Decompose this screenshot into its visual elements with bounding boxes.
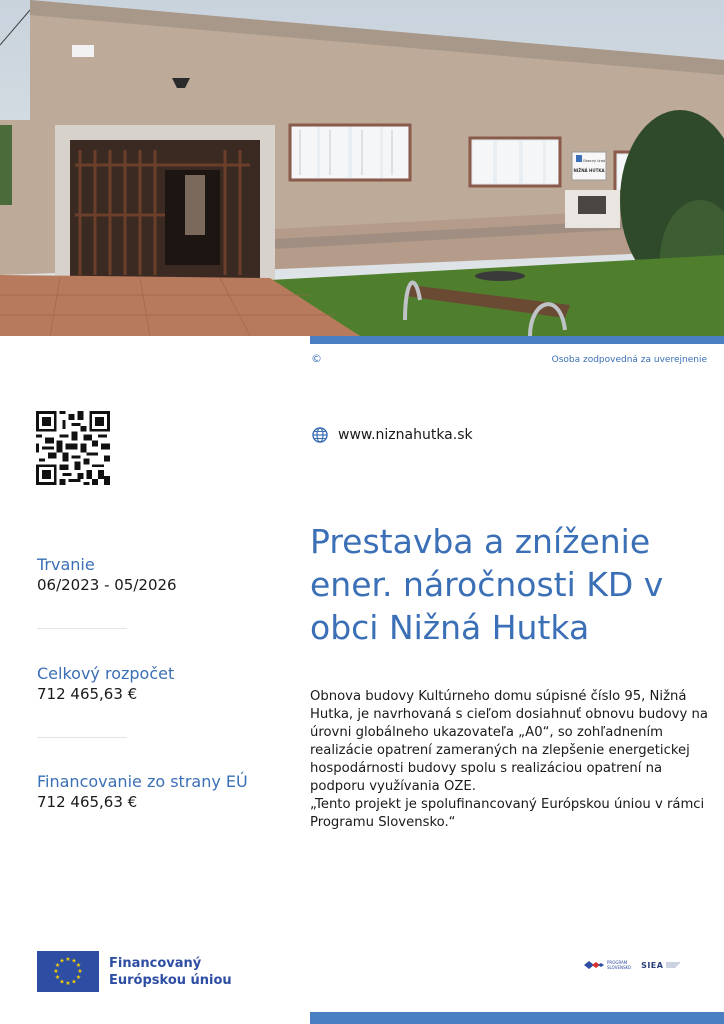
info-divider bbox=[37, 628, 127, 629]
total-budget-value: 712 465,63 € bbox=[37, 685, 138, 703]
program-slovensko-mark-icon bbox=[584, 960, 604, 970]
project-description: Obnova budovy Kultúrneho domu súpisné číslo 95, Nižná Hutka, je navrhovaná s cieľom dosiahnuť obnovu budovy na úrovni globálneho ukazovateľa „A0“, so zohľadnením realizácie opatrení zameraných na zlepšenie energetickej hospodárnosti budovy spolu s realizáciou opatrení na podporu využívania OZE. „Tento projekt je spolufinancovaný Európskou úniou v rámci Programu Slovensko.“ bbox=[310, 689, 708, 830]
svg-text:★: ★ bbox=[75, 974, 82, 981]
siea-lines-icon bbox=[666, 961, 680, 969]
responsible-person-note: Osoba zodpovedná za uverejnenie bbox=[551, 355, 707, 365]
svg-text:★: ★ bbox=[54, 974, 61, 981]
eu-text-line2: Európskou úniou bbox=[109, 972, 232, 988]
info-duration bbox=[37, 555, 277, 595]
building-photo bbox=[0, 0, 724, 336]
duration-value: 06/2023 - 05/2026 bbox=[37, 576, 177, 594]
info-divider bbox=[37, 737, 127, 738]
sign-line-2: NIŽNÁ HUTKA bbox=[573, 168, 605, 173]
eu-flag-icon bbox=[37, 951, 99, 992]
svg-text:★: ★ bbox=[65, 980, 71, 987]
svg-text:★: ★ bbox=[54, 962, 61, 969]
program-line1: PROGRAM bbox=[607, 960, 628, 965]
program-line2: SLOVENSKO bbox=[607, 965, 632, 970]
partner-logos bbox=[584, 960, 680, 970]
siea-logo bbox=[641, 961, 680, 970]
info-total-budget bbox=[37, 664, 277, 704]
eu-funding-label: Financovanie zo strany EÚ bbox=[37, 772, 248, 791]
duration-label: Trvanie bbox=[37, 555, 95, 574]
svg-text:★: ★ bbox=[59, 957, 65, 965]
svg-text:★: ★ bbox=[71, 957, 77, 965]
qr-code[interactable] bbox=[36, 411, 110, 485]
eu-text-line1: Financovaný bbox=[109, 955, 202, 971]
svg-text:★: ★ bbox=[71, 978, 77, 986]
svg-text:★: ★ bbox=[75, 962, 82, 969]
accent-bar-top bbox=[310, 336, 724, 344]
total-budget-label: Celkový rozpočet bbox=[37, 664, 175, 683]
svg-text:★: ★ bbox=[59, 978, 65, 986]
copyright-mark: © bbox=[311, 352, 322, 365]
svg-text:★: ★ bbox=[65, 956, 71, 963]
program-slovensko-logo bbox=[584, 960, 631, 970]
siea-name: SIEA bbox=[641, 960, 664, 970]
globe-icon bbox=[312, 427, 328, 443]
website-link[interactable] bbox=[312, 427, 473, 443]
sign-line-1: Obecný úrad bbox=[582, 159, 606, 163]
project-title: Prestavba a zníženie ener. náročnosti KD v obci Nižná Hutka bbox=[310, 522, 664, 647]
eu-funding-logo bbox=[37, 951, 232, 992]
eu-funding-value: 712 465,63 € bbox=[37, 793, 138, 811]
info-eu-funding bbox=[37, 772, 277, 812]
website-url: www.niznahutka.sk bbox=[338, 427, 473, 443]
accent-bar-bottom bbox=[310, 1012, 724, 1024]
svg-text:★: ★ bbox=[77, 968, 83, 975]
svg-text:★: ★ bbox=[53, 968, 59, 975]
